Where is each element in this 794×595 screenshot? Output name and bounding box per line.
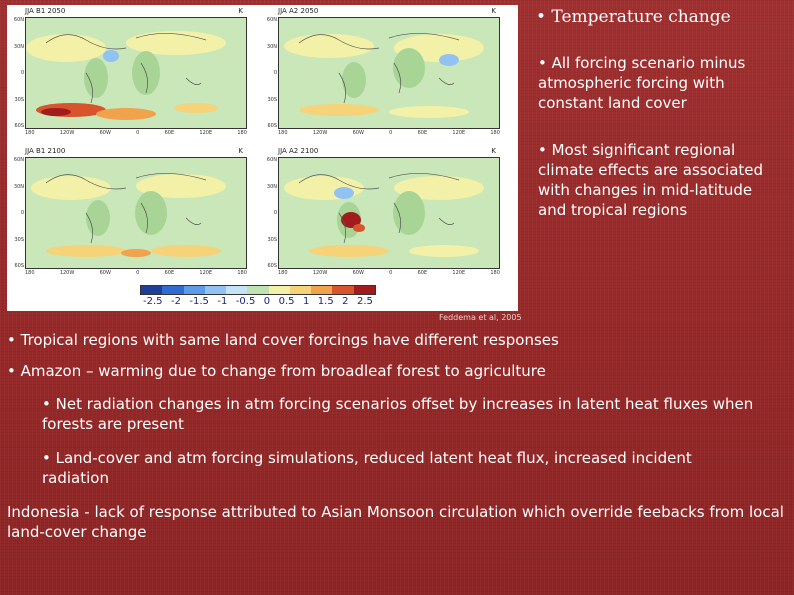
colorbar-labels xyxy=(140,296,376,307)
right-heading: • Temperature change xyxy=(536,7,731,27)
world-map xyxy=(25,157,247,269)
lat-axis: 60N 30N 0 30S 60S xyxy=(13,17,24,129)
colorbar-swatch xyxy=(269,286,290,294)
world-map xyxy=(278,17,500,129)
body-bullet-4: • Land-cover and atm forcing simulations, reduced latent heat flux, increased incident radiation xyxy=(42,449,692,487)
colorbar-swatch xyxy=(354,286,375,294)
map-panel-a2-2050 xyxy=(262,7,504,143)
body-bullet-2: • Amazon – warming due to change from broadleaf forest to agriculture xyxy=(7,362,546,380)
colorbar-swatch xyxy=(290,286,311,294)
lon-axis: 180 120W 60W 0 60E 120E 180 xyxy=(278,130,500,136)
body-bullet-1: • Tropical regions with same land cover forcings have different responses xyxy=(7,331,559,349)
panel-unit: K xyxy=(238,7,243,15)
lat-axis: 60N 30N 0 30S 60S xyxy=(266,157,277,269)
colorbar-tick-label: -1 xyxy=(217,296,228,307)
panel-title: JJA B1 2100 xyxy=(25,147,66,155)
panel-title: JJA A2 2050 xyxy=(278,7,319,15)
colorbar xyxy=(140,285,376,307)
body-bullet-5: Indonesia - lack of response attributed to Asian Monsoon circulation which override feebacks from local land-cover change xyxy=(7,503,784,541)
figure-credit: Feddema et al, 2005 xyxy=(439,313,522,322)
colorbar-tick-label: 0 xyxy=(263,296,271,307)
lat-axis: 60N 30N 0 30S 60S xyxy=(266,17,277,129)
colorbar-swatch xyxy=(226,286,247,294)
colorbar-tick-label: 1 xyxy=(302,296,310,307)
map-panel-b1-2050 xyxy=(9,7,251,143)
lon-axis: 180 120W 60W 0 60E 120E 180 xyxy=(278,270,500,276)
colorbar-swatch xyxy=(141,286,162,294)
map-panel-a2-2100 xyxy=(262,147,504,283)
right-bullet-2: • Most significant regional climate effects are associated with changes in mid-latitude and tropical regions xyxy=(538,141,764,219)
panel-title: JJA A2 2100 xyxy=(278,147,319,155)
colorbar-swatch xyxy=(162,286,183,294)
map-panel-b1-2100 xyxy=(9,147,251,283)
lon-axis: 180 120W 60W 0 60E 120E 180 xyxy=(25,270,247,276)
colorbar-swatch xyxy=(247,286,268,294)
lon-axis: 180 120W 60W 0 60E 120E 180 xyxy=(25,130,247,136)
panel-title: JJA B1 2050 xyxy=(25,7,66,15)
colorbar-tick-label: 1.5 xyxy=(317,296,334,307)
world-map xyxy=(278,157,500,269)
colorbar-tick-label: -1.5 xyxy=(189,296,209,307)
colorbar-swatch xyxy=(311,286,332,294)
panel-unit: K xyxy=(238,147,243,155)
world-map xyxy=(25,17,247,129)
colorbar-tick-label: 2.5 xyxy=(356,296,373,307)
colorbar-swatch xyxy=(332,286,353,294)
figure-image xyxy=(7,5,518,311)
colorbar-swatch xyxy=(184,286,205,294)
right-bullet-1: • All forcing scenario minus atmospheric forcing with constant land cover xyxy=(538,54,746,112)
panel-unit: K xyxy=(491,7,496,15)
colorbar-tick-label: -2 xyxy=(170,296,181,307)
colorbar-scale xyxy=(140,285,376,295)
colorbar-tick-label: -2.5 xyxy=(143,296,163,307)
colorbar-tick-label: -0.5 xyxy=(235,296,256,307)
colorbar-swatch xyxy=(205,286,226,294)
panel-unit: K xyxy=(491,147,496,155)
colorbar-tick-label: 0.5 xyxy=(278,296,295,307)
lat-axis: 60N 30N 0 30S 60S xyxy=(13,157,24,269)
colorbar-tick-label: 2 xyxy=(342,296,349,307)
body-bullet-3: • Net radiation changes in atm forcing scenarios offset by increases in latent heat fluxes when forests are present xyxy=(42,395,754,433)
